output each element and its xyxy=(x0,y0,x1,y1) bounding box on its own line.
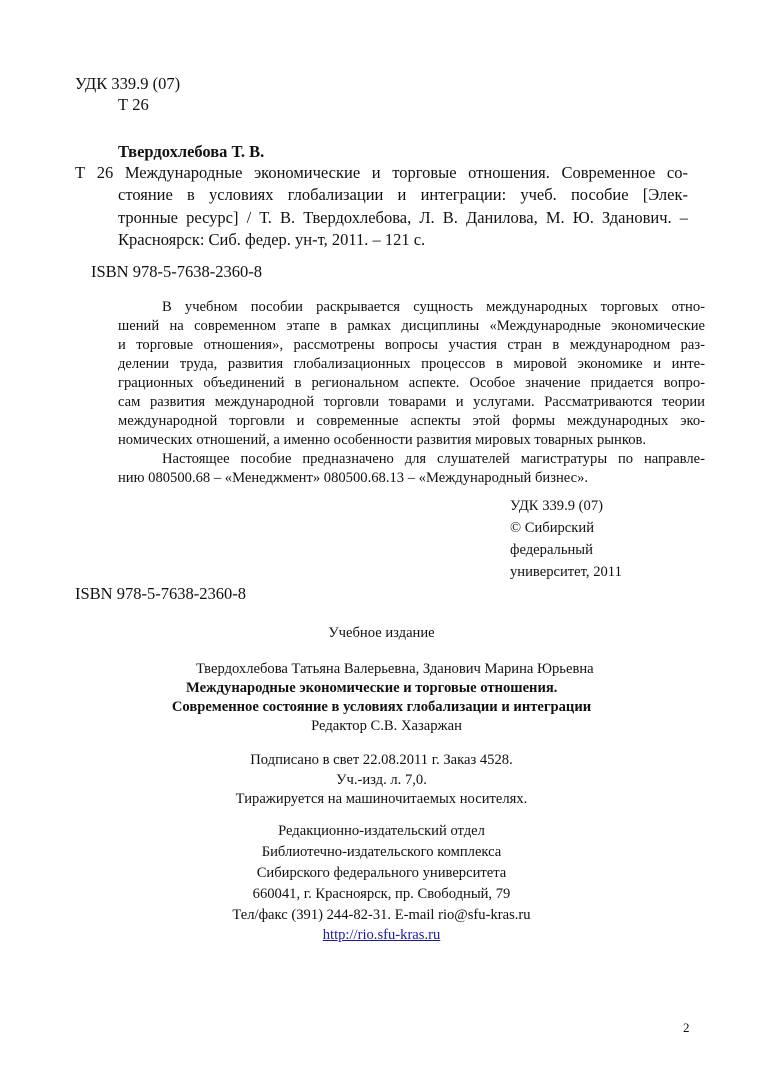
abstract-line: грационных объединений в региональном аспекте. Особое значение придается вопро- xyxy=(118,375,705,391)
abstract-line: шений на современном этапе в рамках дисциплины «Международные экономические xyxy=(118,318,705,334)
copyright-line: УДК 339.9 (07) xyxy=(510,498,603,514)
copyright-line: © Сибирский xyxy=(510,520,594,536)
isbn-2: ISBN 978-5-7638-2360-8 xyxy=(75,584,246,603)
copyright-line: федеральный xyxy=(510,542,593,558)
bbk-code: Т 26 xyxy=(118,95,149,114)
abstract-line: номических отношений, а именно особенности развития мировых товарных рынков. xyxy=(118,432,647,448)
abstract-line: нию 080500.68 – «Менеджмент» 080500.68.13 – «Международный бизнес». xyxy=(118,470,589,486)
page-number: 2 xyxy=(683,1020,690,1035)
abstract-line: и торговые отношения», рассмотрены вопросы участия стран в международном раз- xyxy=(118,337,705,353)
imprint-editor: Редактор С.В. Хазаржан xyxy=(311,718,462,734)
citation-line: Красноярск: Сиб. федер. ун-т, 2011. – 121 с. xyxy=(118,230,426,249)
abstract-line: Настоящее пособие предназначено для слушателей магистратуры по направле- xyxy=(162,451,705,467)
imprint-title-1: Международные экономические и торговые отношения. xyxy=(186,680,558,696)
imprint-title-2: Современное состояние в условиях глобализации и интеграции xyxy=(171,699,592,715)
abstract-line: В учебном пособии раскрывается сущность международных торговых отно- xyxy=(162,299,705,315)
publisher-line: Тел/факс (391) 244-82-31. E-mail rio@sfu-kras.ru xyxy=(232,907,531,923)
citation-line: тронные ресурс] / Т. В. Твердохлебова, Л. В. Данилова, М. Ю. Зданович. – xyxy=(118,208,688,227)
abstract-line: делении труда, развития глобализационных процессов в мировой экономике и инте- xyxy=(118,356,705,372)
edition-type: Учебное издание xyxy=(328,625,435,641)
publisher-line: Редакционно-издательский отдел xyxy=(278,823,485,839)
imprint-authors: Твердохлебова Татьяна Валерьевна, Зданович Марина Юрьевна xyxy=(196,661,594,677)
udk-code: УДК 339.9 (07) xyxy=(75,74,181,93)
imprint-signed: Подписано в свет 22.08.2011 г. Заказ 4528. xyxy=(250,752,513,768)
imprint-media: Тиражируется на машиночитаемых носителях. xyxy=(235,791,528,807)
isbn: ISBN 978-5-7638-2360-8 xyxy=(91,262,262,281)
copyright-line: университет, 2011 xyxy=(510,564,622,580)
imprint-volume: Уч.-изд. л. 7,0. xyxy=(336,772,427,788)
publisher-url-link[interactable]: http://rio.sfu-kras.ru xyxy=(322,927,441,943)
citation-line: стояние в условиях глобализации и интеграции: учеб. пособие [Элек- xyxy=(118,185,688,204)
abstract-line: сам развития международной торговли товарами и услугами. Рассматриваются теории xyxy=(118,394,705,410)
citation-line: Т 26 Международные экономические и торговые отношения. Современное со- xyxy=(75,163,688,182)
citation-author: Твердохлебова Т. В. xyxy=(118,142,265,161)
abstract-line: международной торговли и современные аспекты этой формы международных эко- xyxy=(118,413,705,429)
publisher-line: 660041, г. Красноярск, пр. Свободный, 79 xyxy=(252,886,511,902)
publisher-line: Сибирского федерального университета xyxy=(256,865,507,881)
publisher-line: Библиотечно-издательского комплекса xyxy=(261,844,502,860)
